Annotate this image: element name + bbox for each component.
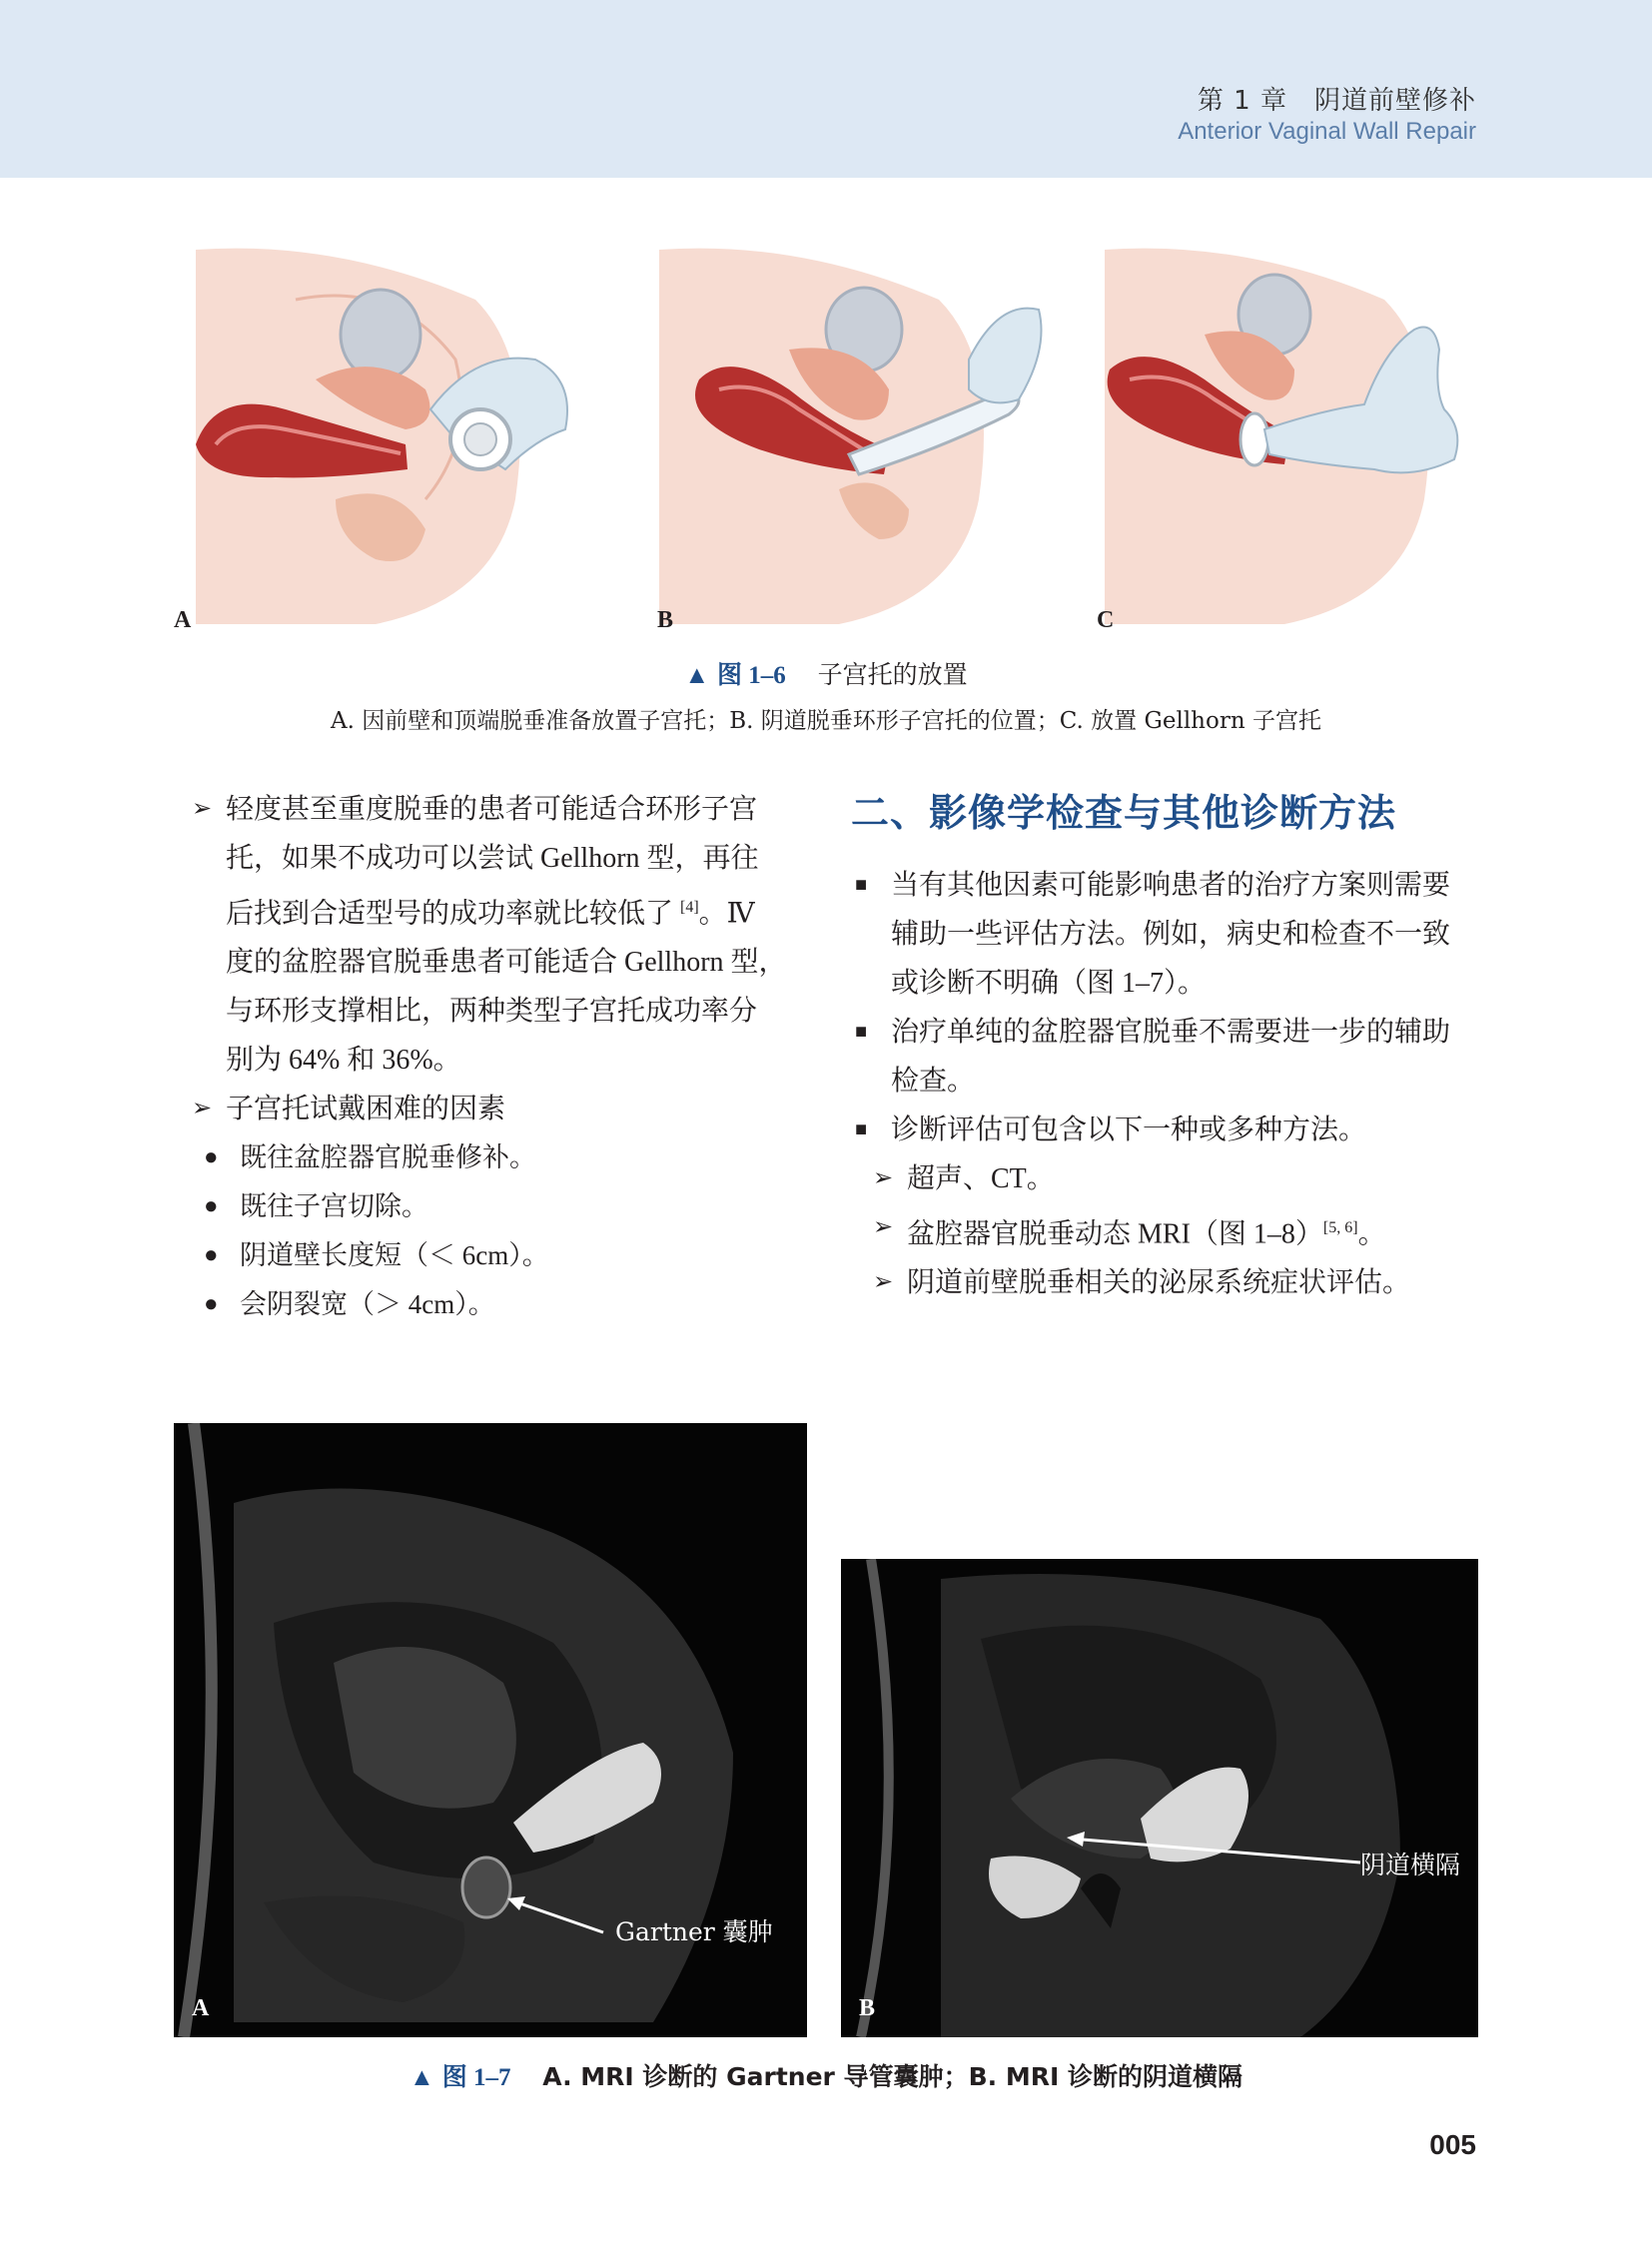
list-item: ■ 当有其他因素可能影响患者的治疗方案则需要 辅助一些评估方法。例如，病史和检查不一致 或诊断不明确（图 1–7）。 xyxy=(851,861,1490,1008)
list-item: ➢ 盆腔器官脱垂动态 MRI（图 1–8）[5, 6]。 xyxy=(851,1203,1490,1258)
dot-bullet-icon: ● xyxy=(204,1242,219,1269)
chapter-title-english: Anterior Vaginal Wall Repair xyxy=(1178,118,1476,145)
dot-bullet-icon: ● xyxy=(204,1291,219,1318)
arrow-bullet-icon: ➢ xyxy=(873,1165,894,1191)
panel-label-a: A xyxy=(174,607,192,633)
mri-image-b xyxy=(841,1559,1478,2037)
panel-label-b: B xyxy=(657,607,674,633)
illustration-panel-a xyxy=(176,240,595,629)
paragraph-difficulty-factors: ➢ 子宫托试戴困难的因素 xyxy=(190,1085,809,1133)
left-column xyxy=(190,785,809,1329)
citation: [4] xyxy=(680,899,699,916)
figure-title-text: 子宫托的放置 xyxy=(817,660,968,689)
list-item: ➢ 阴道前壁脱垂相关的泌尿系统症状评估。 xyxy=(851,1258,1490,1307)
list-item: ● 阴道壁长度短（＜ 6cm）。 xyxy=(190,1231,809,1280)
figure-number: 图 1–7 xyxy=(441,2064,511,2091)
list-item: ■ 治疗单纯的盆腔器官脱垂不需要进一步的辅助 检查。 xyxy=(851,1008,1490,1106)
illustration-panel-c xyxy=(1085,240,1504,629)
gartner-cyst-label: Gartner 囊肿 xyxy=(615,1917,773,1946)
arrow-bullet-icon: ➢ xyxy=(192,796,213,822)
list-item: ➢ 超声、CT。 xyxy=(851,1154,1490,1203)
citation: [5, 6] xyxy=(1322,1219,1358,1236)
mri-panel-label-a: A xyxy=(192,1995,210,2021)
mri-panel-label-b: B xyxy=(859,1995,876,2021)
section-heading: 二、影像学检查与其他诊断方法 xyxy=(851,790,1397,835)
figure-1-6-caption: A. 因前壁和顶端脱垂准备放置子宫托；B. 阴道脱垂环形子宫托的位置；C. 放置 Gellhorn 子宫托 xyxy=(331,708,1321,734)
list-item: ● 会阴裂宽（＞ 4cm）。 xyxy=(190,1280,809,1329)
dot-bullet-icon: ● xyxy=(204,1193,219,1220)
arrow-bullet-icon: ➢ xyxy=(873,1214,894,1240)
list-item: ● 既往盆腔器官脱垂修补。 xyxy=(190,1133,809,1182)
vaginal-septum-label: 阴道横隔 xyxy=(1360,1851,1461,1879)
running-header xyxy=(0,0,1652,178)
right-column xyxy=(851,785,1490,1307)
triangle-icon: ▲ xyxy=(410,2064,434,2091)
figure-title-text: A. MRI 诊断的 Gartner 导管囊肿；B. MRI 诊断的阴道横隔 xyxy=(542,2062,1242,2091)
mri-image-a xyxy=(174,1423,807,2037)
arrow-bullet-icon: ➢ xyxy=(873,1269,894,1296)
figure-1-7-title xyxy=(0,2057,1652,2093)
chapter-title: 第 1 章 阴道前壁修补 xyxy=(1197,86,1476,116)
arrow-bullet-icon: ➢ xyxy=(192,1096,213,1122)
list-item: ■ 诊断评估可包含以下一种或多种方法。 xyxy=(851,1106,1490,1154)
list-item: ● 既往子宫切除。 xyxy=(190,1182,809,1231)
square-bullet-icon: ■ xyxy=(855,874,868,896)
panel-label-c: C xyxy=(1097,607,1115,633)
dot-bullet-icon: ● xyxy=(204,1144,219,1171)
figure-number: 图 1–6 xyxy=(717,662,786,689)
square-bullet-icon: ■ xyxy=(855,1119,868,1140)
illustration-panel-b xyxy=(639,240,1059,629)
figure-1-6-title xyxy=(0,655,1652,691)
page-number: 005 xyxy=(1429,2129,1476,2160)
paragraph-pessary-types: ➢ 轻度甚至重度脱垂的患者可能适合环形子宫 托，如果不成功可以尝试 Gellhorn 型，再往 后找到合适型号的成功率就比较低了 [4]。Ⅳ 度的盆腔器官脱垂患者可能适合 Gellhorn 型， 与环形支撑相比，两种类型子宫托成功率分 别为 64% 和 36%。 xyxy=(190,785,809,1085)
square-bullet-icon: ■ xyxy=(855,1021,868,1043)
triangle-icon: ▲ xyxy=(684,662,710,689)
